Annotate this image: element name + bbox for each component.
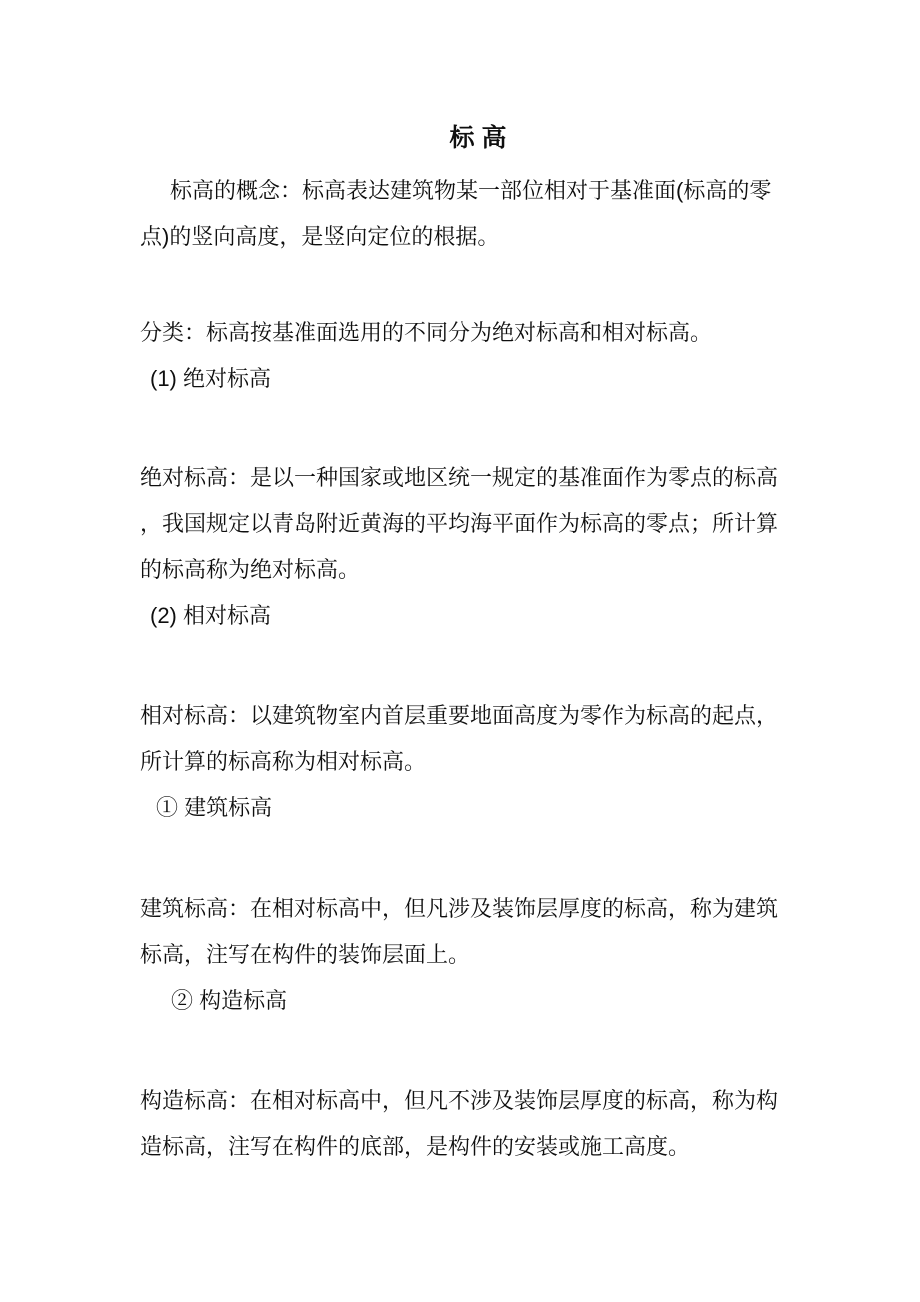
text-line: 构造标高：在相对标高中，但凡不涉及装饰层厚度的标高，称为构 (140, 1088, 779, 1113)
text-line: 的标高称为绝对标高。 (140, 557, 361, 582)
text-line: 绝对标高：是以一种国家或地区统一规定的基准面作为零点的标高 (140, 465, 779, 490)
para-building-elevation (140, 886, 780, 978)
text-line: ② 构造标高 (171, 988, 288, 1013)
para-absolute-elevation (140, 455, 780, 593)
text-line: 所计算的标高称为相对标高。 (140, 749, 427, 774)
text-line: ① 建筑标高 (156, 795, 273, 820)
page-title: 标 高 (449, 124, 507, 152)
heading-absolute-elevation (140, 356, 780, 402)
text-line: ，我国规定以青岛附近黄海的平均海平面作为标高的零点；所计算 (140, 511, 779, 536)
text-line: 点)的竖向高度，是竖向定位的根据。 (140, 224, 500, 249)
text-line: 分类：标高按基准面选用的不同分为绝对标高和相对标高。 (140, 320, 713, 345)
text-line: (2) 相对标高 (150, 603, 272, 628)
text-line: (1) 绝对标高 (150, 366, 272, 391)
text-line: 建筑标高：在相对标高中，但凡涉及装饰层厚度的标高，称为建筑 (140, 896, 779, 921)
text-line: 标高，注写在构件的装饰层面上。 (140, 942, 471, 967)
para-classification (140, 310, 780, 356)
text-line: 造标高，注写在构件的底部，是构件的安装或施工高度。 (140, 1134, 691, 1159)
heading-structural-elevation (140, 978, 780, 1024)
para-structural-elevation (140, 1078, 780, 1170)
text-line: 标高的概念：标高表达建筑物某一部位相对于基准面(标高的零 (170, 178, 772, 203)
text-line: 相对标高：以建筑物室内首层重要地面高度为零作为标高的起点， (140, 703, 779, 728)
heading-relative-elevation (140, 593, 780, 639)
para-concept (140, 168, 780, 260)
heading-building-elevation (140, 785, 780, 831)
para-relative-elevation (140, 693, 780, 785)
